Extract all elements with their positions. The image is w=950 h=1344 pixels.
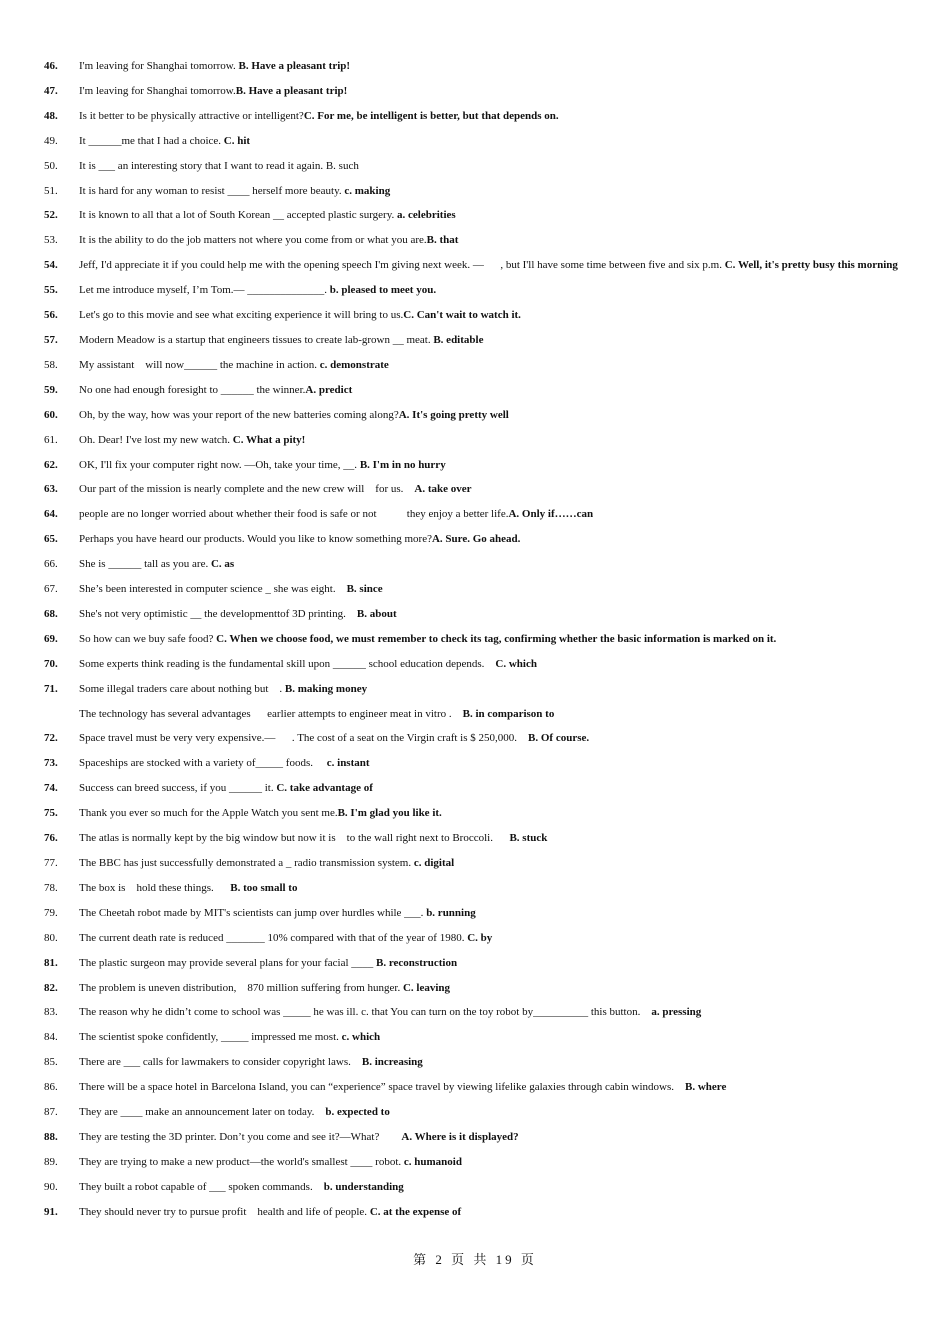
question-body xyxy=(79,1125,914,1150)
question-row xyxy=(44,54,914,79)
question-text: They are trying to make a new product—the world's smallest ____ robot. xyxy=(79,1155,404,1168)
question-text: Some illegal traders care about nothing but . xyxy=(79,682,285,695)
question-text: They are testing the 3D printer. Don’t you come and see it?—What? xyxy=(79,1130,402,1143)
question-number: 83. xyxy=(44,1006,58,1019)
question-row xyxy=(44,228,914,253)
question-body xyxy=(79,1150,914,1175)
answer-text: C. at the expense of xyxy=(369,1205,462,1218)
answer-text: C. hit xyxy=(223,134,251,147)
answer-text: c. humanoid xyxy=(403,1155,462,1168)
answer-text: B. Have a pleasant trip! xyxy=(238,60,351,72)
question-row xyxy=(44,179,914,204)
answer-text: C. leaving xyxy=(402,981,451,994)
question-text: They built a robot capable of ___ spoken commands. xyxy=(79,1180,324,1193)
question-body xyxy=(79,901,914,926)
question-number: 46. xyxy=(44,60,58,72)
question-text: Is it better to be physically attractive or intelligent? xyxy=(79,109,304,122)
question-number: 55. xyxy=(44,284,58,297)
answer-text: A. predict xyxy=(305,383,353,396)
answer-text: c. which xyxy=(341,1031,381,1044)
question-row xyxy=(44,1200,914,1225)
question-number: 75. xyxy=(44,807,58,820)
question-number: 85. xyxy=(44,1056,58,1069)
question-text: Jeff, I'd appreciate it if you could help me with the opening speech I'm giving next week. — , but I'll have some time between five and six p.m. xyxy=(79,259,725,272)
answer-text: c. digital xyxy=(413,857,455,869)
question-body xyxy=(79,851,914,876)
question-body xyxy=(79,1200,914,1225)
question-text: The reason why he didn’t come to school was _____ he was ill. c. that You can turn on the toy robot by__________ this button. xyxy=(79,1006,652,1019)
question-text: So how can we buy safe food? xyxy=(79,632,217,645)
answer-text: C. by xyxy=(467,931,493,944)
question-text: It is ___ an interesting story that I want to read it again. B. such xyxy=(79,159,359,172)
question-number: 54. xyxy=(44,259,58,272)
question-text: Our part of the mission is nearly complete and the new crew will for us. xyxy=(79,483,415,496)
question-row xyxy=(44,1150,914,1175)
question-row xyxy=(44,1075,914,1100)
answer-text: B. Of course. xyxy=(528,732,590,745)
question-row xyxy=(44,826,914,851)
question-body xyxy=(79,203,914,228)
question-number: 63. xyxy=(44,483,58,496)
question-row xyxy=(44,627,914,652)
question-number: 73. xyxy=(44,757,58,770)
question-number: 62. xyxy=(44,458,58,471)
page-footer: 第 2 页 共 19 页 xyxy=(413,1252,537,1267)
question-text: No one had enough foresight to ______ the winner. xyxy=(79,383,306,396)
question-number: 47. xyxy=(44,84,58,97)
question-body xyxy=(79,652,914,677)
answer-text: A. Sure. Go ahead. xyxy=(431,533,521,546)
question-body xyxy=(79,253,914,278)
question-text: Modern Meadow is a startup that engineers tissues to create lab-grown __ meat. xyxy=(79,333,434,346)
question-body xyxy=(79,1050,914,1075)
question-text: Let me introduce myself, I’m Tom.— ______________. xyxy=(79,284,330,297)
question-row xyxy=(44,154,914,179)
question-text: I'm leaving for Shanghai tomorrow. xyxy=(79,84,236,97)
answer-text: b. understanding xyxy=(323,1180,404,1193)
answer-text: B. I'm in no hurry xyxy=(359,458,446,471)
question-number: 88. xyxy=(44,1130,58,1143)
question-text: She's not very optimistic __ the developmenttof 3D printing. xyxy=(79,607,357,620)
question-row xyxy=(44,677,914,702)
question-row xyxy=(44,726,914,751)
question-text: I'm leaving for Shanghai tomorrow. xyxy=(79,60,239,72)
question-text: She’s been interested in computer science _ she was eight. xyxy=(79,583,347,596)
question-number: 65. xyxy=(44,533,58,546)
question-row xyxy=(44,976,914,1001)
question-row xyxy=(44,951,914,976)
answer-text: B. about xyxy=(356,607,397,620)
answer-text: B. too small to xyxy=(230,881,298,894)
question-text: OK, I'll fix your computer right now. —Oh, take your time, __. xyxy=(79,458,360,471)
question-number: 77. xyxy=(44,857,58,869)
question-row xyxy=(44,577,914,602)
answer-text: C. Well, it's pretty busy this morning xyxy=(724,259,898,272)
question-text: Space travel must be very very expensive.— . The cost of a seat on the Virgin craft is $ 250,000. xyxy=(79,732,529,745)
question-body xyxy=(79,453,914,478)
question-text: The Cheetah robot made by MIT's scientists can jump over hurdles while ___. xyxy=(79,906,427,919)
question-number: 52. xyxy=(44,209,58,222)
question-number: 56. xyxy=(44,309,58,322)
question-text: My assistant will now______ the machine in action. xyxy=(79,358,320,371)
question-body xyxy=(79,976,914,1001)
question-row xyxy=(44,801,914,826)
question-number: 89. xyxy=(44,1155,58,1168)
question-body xyxy=(79,826,914,851)
answer-text: C. For me, be intelligent is better, but that depends on. xyxy=(303,109,559,122)
question-body xyxy=(79,502,914,527)
question-text: The current death rate is reduced _______ 10% compared with that of the year of 1980. xyxy=(79,931,468,944)
question-body xyxy=(79,1075,914,1100)
question-body xyxy=(79,751,914,776)
question-row xyxy=(44,253,914,278)
answer-text: B. making money xyxy=(284,682,368,695)
question-number: 80. xyxy=(44,931,58,944)
question-body xyxy=(79,876,914,901)
question-row xyxy=(44,1000,914,1025)
question-row xyxy=(44,901,914,926)
answer-text: B. increasing xyxy=(361,1056,423,1069)
question-body xyxy=(79,1000,914,1025)
question-row xyxy=(44,527,914,552)
question-number: 71. xyxy=(44,682,58,695)
answer-text: B. stuck xyxy=(509,832,548,845)
question-row xyxy=(44,751,914,776)
answer-text: a. pressing xyxy=(651,1006,702,1019)
question-body xyxy=(79,627,914,652)
question-body xyxy=(79,378,914,403)
question-number: 72. xyxy=(44,732,58,745)
question-number: 58. xyxy=(44,358,58,371)
question-body xyxy=(79,403,914,428)
question-body xyxy=(79,228,914,253)
question-row xyxy=(44,79,914,104)
question-body xyxy=(79,179,914,204)
question-row xyxy=(44,776,914,801)
question-number: 90. xyxy=(44,1180,58,1193)
question-row xyxy=(44,203,914,228)
question-body xyxy=(79,79,914,104)
question-body xyxy=(79,303,914,328)
question-row xyxy=(44,477,914,502)
question-number: 67. xyxy=(44,583,58,596)
question-number: 64. xyxy=(44,508,58,521)
answer-text: C. What a pity! xyxy=(232,433,306,446)
question-row xyxy=(44,851,914,876)
question-number: 49. xyxy=(44,134,58,147)
question-number: 57. xyxy=(44,333,58,346)
question-body xyxy=(79,154,914,179)
question-body xyxy=(79,926,914,951)
question-row xyxy=(44,552,914,577)
question-body xyxy=(79,54,914,79)
question-row xyxy=(44,926,914,951)
question-text: It is known to all that a lot of South Korean __ accepted plastic surgery. xyxy=(79,209,398,222)
question-text: She is ______ tall as you are. xyxy=(79,558,211,571)
question-text: It is hard for any woman to resist ____ herself more beauty. xyxy=(79,184,345,197)
answer-text: B. that xyxy=(426,234,459,247)
question-body xyxy=(79,602,914,627)
answer-text: A. It's going pretty well xyxy=(398,408,509,421)
question-text: The plastic surgeon may provide several plans for your facial ____ xyxy=(79,956,377,969)
question-row xyxy=(44,602,914,627)
question-row xyxy=(44,353,914,378)
question-number: 74. xyxy=(44,782,58,795)
question-text: Perhaps you have heard our products. Would you like to know something more? xyxy=(79,533,432,546)
answer-text: b. expected to xyxy=(325,1106,390,1119)
question-body xyxy=(79,1025,914,1050)
answer-text: c. making xyxy=(344,184,391,197)
question-text: Oh. Dear! I've lost my new watch. xyxy=(79,433,233,446)
question-number: 48. xyxy=(44,109,58,122)
question-body xyxy=(79,677,914,702)
question-text: It ______me that I had a choice. xyxy=(79,134,224,147)
question-text: The box is hold these things. xyxy=(79,881,231,894)
answer-text: C. which xyxy=(495,657,537,670)
question-text: Some experts think reading is the fundamental skill upon ______ school education depends. xyxy=(79,657,496,670)
answer-text: B. since xyxy=(346,583,383,596)
question-number: 86. xyxy=(44,1081,58,1094)
question-number: 50. xyxy=(44,159,58,172)
answer-text: A. Where is it displayed? xyxy=(401,1130,519,1143)
question-text: They are ____ make an announcement later on today. xyxy=(79,1106,326,1119)
question-number: 70. xyxy=(44,657,58,670)
question-body xyxy=(79,328,914,353)
question-number: 78. xyxy=(44,881,58,894)
answer-text: C. as xyxy=(210,558,235,571)
question-row xyxy=(44,104,914,129)
answer-text: a. celebrities xyxy=(397,209,456,222)
question-body xyxy=(79,1100,914,1125)
answer-text: B. where xyxy=(685,1081,727,1094)
answer-text: C. take advantage of xyxy=(276,782,373,795)
question-text: The technology has several advantages earlier attempts to engineer meat in vitro . xyxy=(79,707,463,720)
question-body xyxy=(79,702,914,727)
question-row xyxy=(44,403,914,428)
question-text: The problem is uneven distribution, 870 million suffering from hunger. xyxy=(79,981,403,994)
question-body xyxy=(79,1175,914,1200)
question-row xyxy=(44,303,914,328)
question-body xyxy=(79,527,914,552)
question-number: 61. xyxy=(44,433,58,446)
answer-text: c. demonstrate xyxy=(319,358,389,371)
question-row xyxy=(44,278,914,303)
answer-text: B. Have a pleasant trip! xyxy=(235,84,348,97)
question-number: 66. xyxy=(44,558,58,571)
question-row xyxy=(44,1175,914,1200)
question-row xyxy=(44,652,914,677)
question-number: 59. xyxy=(44,383,58,396)
question-body xyxy=(79,801,914,826)
question-body xyxy=(79,577,914,602)
question-row xyxy=(44,876,914,901)
question-number: 79. xyxy=(44,906,58,919)
question-body xyxy=(79,951,914,976)
question-body xyxy=(79,104,914,129)
question-row xyxy=(44,129,914,154)
answer-text: B. editable xyxy=(433,333,484,346)
question-text: There are ___ calls for lawmakers to consider copyright laws. xyxy=(79,1056,362,1069)
question-row xyxy=(44,1050,914,1075)
question-number: 68. xyxy=(44,607,58,620)
answer-text: b. running xyxy=(426,906,476,919)
question-body xyxy=(79,726,914,751)
question-row xyxy=(44,1125,914,1150)
question-body xyxy=(79,552,914,577)
question-number: 82. xyxy=(44,981,58,994)
question-row xyxy=(44,1025,914,1050)
question-body xyxy=(79,129,914,154)
question-row xyxy=(44,378,914,403)
question-number: 51. xyxy=(44,184,58,197)
question-text: They should never try to pursue profit health and life of people. xyxy=(79,1205,370,1218)
question-number: 76. xyxy=(44,832,58,845)
question-number: 91. xyxy=(44,1205,58,1218)
question-row xyxy=(44,428,914,453)
question-text: people are no longer worried about whether their food is safe or not they enjoy a better life. xyxy=(79,508,509,521)
answer-text: B. I'm glad you like it. xyxy=(337,807,442,820)
question-text: The atlas is normally kept by the big window but now it is to the wall right next to Broccoli. xyxy=(79,832,510,845)
question-text: The scientist spoke confidently, _____ impressed me most. xyxy=(79,1031,342,1044)
answer-text: B. in comparison to xyxy=(462,707,555,720)
question-row xyxy=(44,1100,914,1125)
question-body xyxy=(79,353,914,378)
question-text: There will be a space hotel in Barcelona Island, you can “experience” space travel by viewing lifelike galaxies through cabin windows. xyxy=(79,1081,685,1094)
answer-text: C. Can't wait to watch it. xyxy=(403,309,521,322)
question-number: 87. xyxy=(44,1106,58,1119)
answer-text: A. take over xyxy=(414,483,472,496)
question-text: Success can breed success, if you ______ it. xyxy=(79,782,277,795)
answer-text: c. instant xyxy=(326,757,370,770)
answer-text: B. reconstruction xyxy=(376,956,458,969)
question-list xyxy=(44,54,914,1225)
question-number: 53. xyxy=(44,234,58,247)
answer-text: A. Only if……can xyxy=(508,508,594,521)
question-body xyxy=(79,477,914,502)
question-text: It is the ability to do the job matters not where you come from or what you are. xyxy=(79,234,427,247)
question-text: Spaceships are stocked with a variety of_____ foods. xyxy=(79,757,327,770)
question-body xyxy=(79,278,914,303)
question-text: Oh, by the way, how was your report of the new batteries coming along? xyxy=(79,408,399,421)
question-text: The BBC has just successfully demonstrated a _ radio transmission system. xyxy=(79,857,414,869)
question-number: 69. xyxy=(44,632,58,645)
question-row xyxy=(44,328,914,353)
question-row xyxy=(44,702,914,727)
question-body xyxy=(79,428,914,453)
question-number: 84. xyxy=(44,1031,58,1044)
question-number: 81. xyxy=(44,956,58,969)
question-number: 60. xyxy=(44,408,58,421)
question-row xyxy=(44,502,914,527)
question-text: Thank you ever so much for the Apple Watch you sent me. xyxy=(79,807,338,820)
question-text: Let's go to this movie and see what exciting experience it will bring to us. xyxy=(79,309,404,322)
question-body xyxy=(79,776,914,801)
answer-text: b. pleased to meet you. xyxy=(329,284,437,297)
question-row xyxy=(44,453,914,478)
answer-text: C. When we choose food, we must remember to check its tag, confirming whether the basic information is marked on it. xyxy=(216,632,777,645)
